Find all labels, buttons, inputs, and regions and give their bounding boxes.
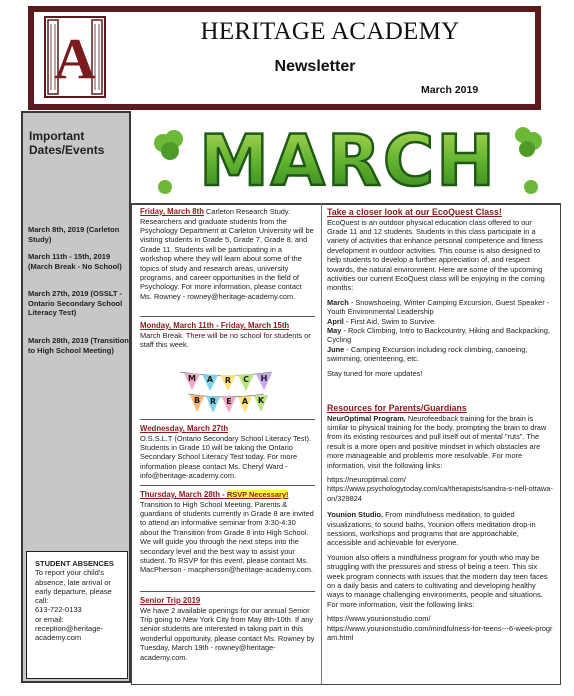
osslt-heading: Wednesday, March 27th: [140, 424, 229, 433]
neuroptimal-body: Neurofeedback training for the brain is similar to physical training for the body, prompting the brain to draw from its existing resources and pull itself out of mental "ruts". The result is a more open and positive mindset in which obstacles are more manageable and problems more resolvable. For more information, visit the following links:: [327, 413, 547, 470]
bunting-letter: R: [224, 376, 232, 385]
march-break-body: March Break. There will be no school for students or staff this week.: [140, 330, 311, 349]
important-dates-sidebar: [21, 111, 131, 683]
march-banner: [143, 115, 554, 203]
divider: [140, 419, 315, 420]
younion-link[interactable]: https://www.younionstudio.com/: [327, 614, 431, 624]
march-break-heading: Monday, March 11th - Friday, March 15th: [140, 321, 290, 330]
banner-word: MARCH: [199, 120, 497, 202]
absences-heading: STUDENT ABSENCES: [35, 559, 114, 568]
resources-section: [327, 403, 553, 642]
carleton-heading: Friday, March 8th: [140, 207, 204, 216]
transition-section: [140, 490, 315, 575]
student-absences-box: [26, 551, 128, 679]
carleton-body: Carleton Research Study. Researchers and graduate students from the Psychology Department at Carleton University will be visiting students in Grade 5, Grade 7, Grade 8, and Grade 11. Students will be participating in a workshop where they will learn about some of the topics of study and research areas, university programs, and career opportunities in the field of Psychology. For more information, please contact Ms. Rowney - rowney@heritage-academy.com.: [140, 207, 314, 301]
carleton-section: [140, 207, 315, 301]
school-logo: [44, 16, 106, 98]
bunting-letter: K: [257, 396, 265, 405]
march-break-section: [140, 321, 315, 349]
younion-program-link[interactable]: https://www.younionstudio.com/mindfulness-for-teens---6-week-program.html: [327, 623, 553, 643]
absences-phone: 613-722-0133: [35, 605, 82, 615]
event-item: March 8th, 2019 (Carleton Study): [28, 225, 120, 244]
senior-trip-body: We have 2 available openings for our annual Senior Trip going to New York City from May 8th-10th. If any senior students are interested in taking part in this wonderful opportunity, please contact Ms. Rowney by Tuesday, March 19th - rowney@heritage-academy.com.: [140, 605, 315, 662]
bunting-letter: R: [209, 397, 217, 406]
ecoquest-heading: Take a closer look at our EcoQuest Class!: [327, 207, 502, 217]
bunting-letter: H: [260, 374, 268, 383]
osslt-body: O.S.S.L.T (Ontario Secondary School Literacy Test). Students in Grade 10 will be taking the Ontario Secondary School Literacy Test today. For more information please contact Ms. Cheryl Ward - info@heritage-academy.com.: [140, 433, 312, 481]
psychology-today-link[interactable]: https://www.psychologytoday.com/ca/therapists/sandra-s-nell-ottawa-on/329824: [327, 484, 553, 503]
neuroptimal-name: NeurOptimal Program.: [327, 413, 406, 423]
bunting-letter: B: [193, 396, 201, 405]
activity-item: April - First Aid, Swim to Survive: [327, 316, 435, 326]
transition-body: Transition to High School Meeting. Parents & guardians of students currently in Grade 8 are invited to attend an informative seminar from 3:30-4:30 about the Transition from Grade 8 into High School. We will guide you through the next steps into the secondary level and the best way to assist your student. To RSVP for this event, please contact Ms. MacPherson - macpherson@heritage-academy.com.: [140, 499, 314, 575]
event-item: March 11th - 15th, 2019 (March Break - No School): [28, 252, 122, 271]
march-break-bunting: [178, 369, 274, 415]
activity-item: March - Snowshoeing, Winter Camping Excursion, Guest Speaker - Youth Environmental Leadership: [327, 297, 550, 317]
event-item: March 27th, 2019 (OSSLT - Ontario Secondary School Literacy Test): [28, 289, 123, 317]
column-divider: [321, 203, 322, 685]
osslt-section: [140, 424, 315, 481]
bunting-letter: M: [188, 374, 196, 383]
school-name: HERITAGE ACADEMY: [200, 18, 460, 45]
transition-heading: Thursday, March 28th -: [140, 490, 227, 499]
bunting-letter: A: [241, 397, 249, 406]
younion-body: From mindfulness meditation, to guided visualizations, to sound baths, Younion offers meditation drop-in sessions, workshops and programs that are approachable, accessible and achievable for everyone.: [327, 510, 536, 548]
senior-trip-heading: Senior Trip 2019: [140, 596, 201, 605]
event-item: March 28th, 2019 (Transition to High School Meeting): [28, 336, 129, 355]
bunting-letter: A: [206, 375, 214, 384]
ecoquest-closing: Stay tuned for more updates!: [327, 368, 423, 378]
rsvp-badge: RSVP Necessary!: [226, 490, 289, 499]
divider: [140, 485, 315, 486]
senior-trip-section: [140, 596, 315, 662]
bunting-letter: C: [243, 375, 249, 384]
absences-body: To report your child's absence, late arrival or early departure, please call:: [35, 568, 112, 606]
bunting-letter: E: [226, 397, 232, 406]
absences-email-link[interactable]: reception@heritage-academy.com: [35, 624, 104, 643]
logo-letter: A: [54, 26, 96, 91]
younion-name: Younion Studio.: [327, 510, 384, 520]
ecoquest-section: [327, 207, 553, 378]
issue-date: March 2019: [421, 84, 479, 96]
activity-item: May - Rock Climbing, Intro to Backcountry, Hiking and Backpacking, Cycling: [327, 325, 550, 345]
activity-item: June - Camping Excursion including rock climbing, canoeing, swimming, orienteering, etc.: [327, 344, 528, 364]
neuroptimal-link[interactable]: https://neuroptimal.com/: [327, 474, 406, 484]
sidebar-heading: Important Dates/Events: [29, 129, 105, 157]
divider: [140, 316, 315, 317]
younion-body-2: Younion also offers a mindfulness program for youth who may be struggling with the pressures and stress of being a teen. This six week program connects with issues that the modern day teen faces on a daily basis and caters to cultivating and developing healthy ways to manage challenging environments, people and situations. For more information, visit the following links:: [327, 552, 548, 609]
divider: [140, 591, 315, 592]
absences-or-email: or email:: [35, 614, 64, 624]
newsletter-label: Newsletter: [274, 58, 356, 75]
ecoquest-body: EcoQuest is an outdoor physical education class offered to our Grade 11 and 12 students. Students in this class participate in a variety of activities that enhance personal competence and fitness development in outdoor activities. This course is also designed to help students to develop a further appreciation of, and respect towards, the natural environment. Here are some of the upcoming activities our current EcoQuest class will be enjoying in the coming months:: [327, 217, 545, 293]
resources-heading: Resources for Parents/Guardians: [327, 403, 467, 413]
